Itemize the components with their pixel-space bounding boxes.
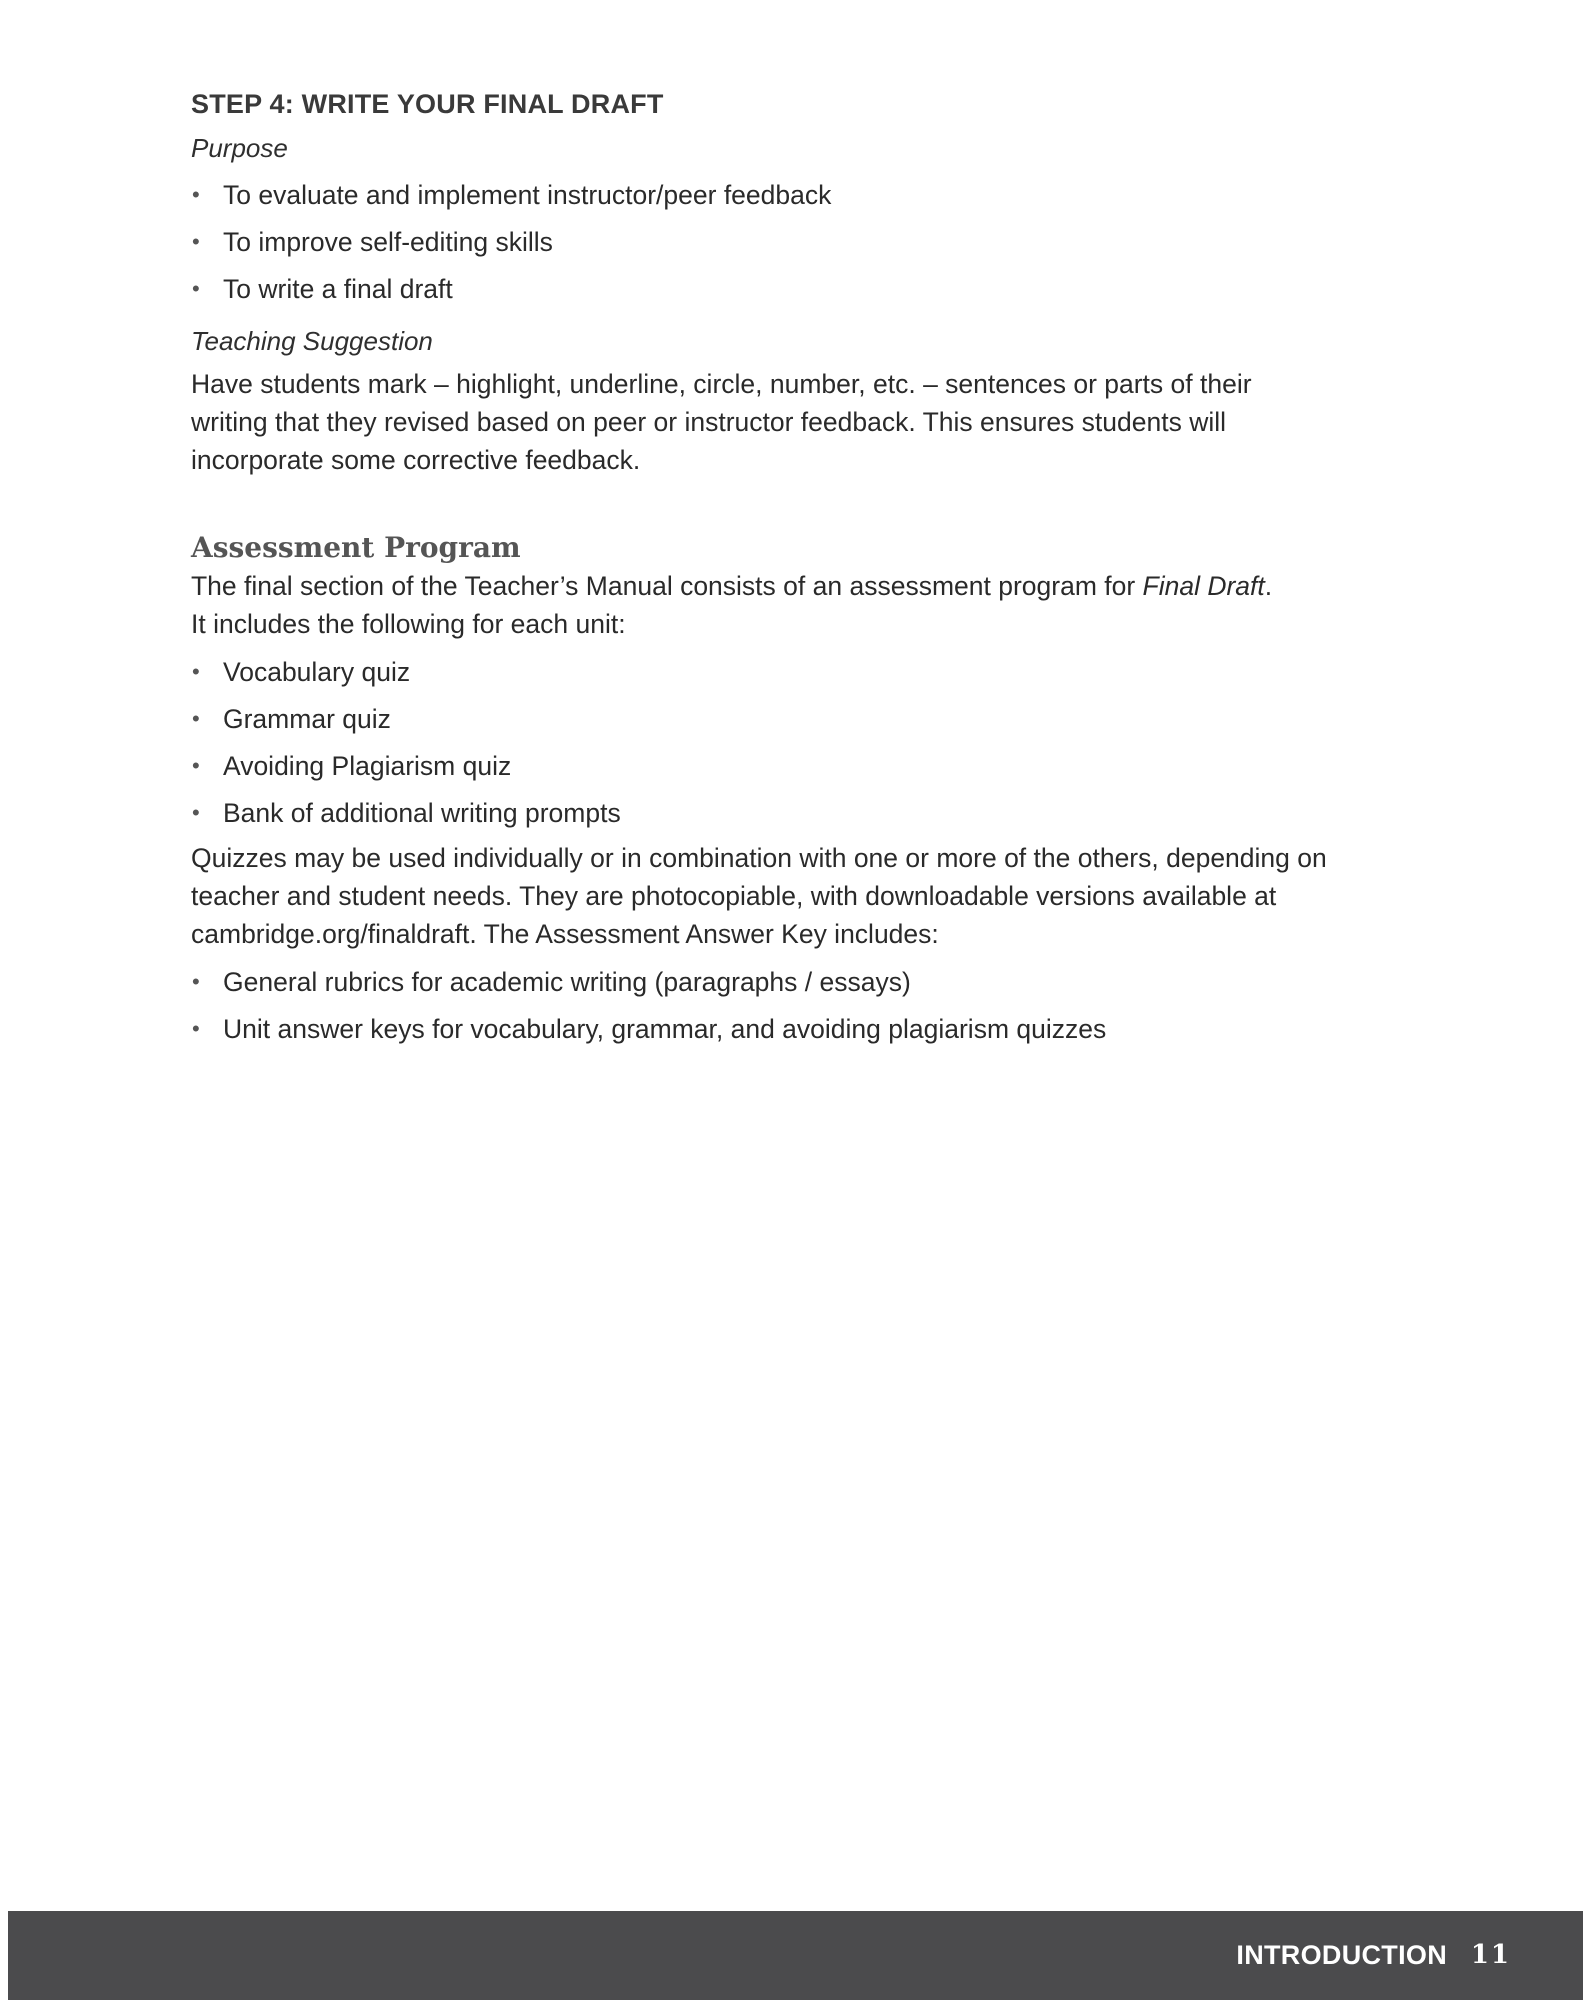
bullet-icon: • xyxy=(192,753,200,778)
list-item xyxy=(191,654,1381,690)
list-item xyxy=(191,748,1381,784)
list-item-text: General rubrics for academic writing (paragraphs / essays) xyxy=(223,967,911,997)
bullet-icon: • xyxy=(192,276,200,301)
list-item-text: Vocabulary quiz xyxy=(223,657,411,687)
bullet-icon: • xyxy=(192,659,200,684)
bullet-icon: • xyxy=(192,969,200,994)
step-4-heading: STEP 4: WRITE YOUR FINAL DRAFT xyxy=(191,89,664,119)
book-title: Final Draft xyxy=(1142,571,1265,601)
list-item-text: Grammar quiz xyxy=(223,704,391,734)
list-item xyxy=(191,964,1381,1000)
bullet-icon: • xyxy=(192,1016,200,1041)
assessment-intro-text: The final section of the Teacher’s Manual consists of an assessment program for xyxy=(191,571,1143,601)
assessment-intro-end: . xyxy=(1264,571,1273,601)
quizzes-paragraph: Quizzes may be used individually or in combination with one or more of the others, depending on teacher and student needs. They are photocopiable, with downloadable versions available at cambridge.org/finaldraft. The Assessment Answer Key includes: xyxy=(191,843,1327,949)
list-item-text: Bank of additional writing prompts xyxy=(223,798,621,828)
list-item-text: To improve self-editing skills xyxy=(223,227,553,257)
bullet-icon: • xyxy=(192,706,200,731)
bullet-icon: • xyxy=(192,182,200,207)
list-item xyxy=(191,224,1381,260)
teaching-suggestion-label: Teaching Suggestion xyxy=(191,326,433,356)
assessment-intro xyxy=(191,567,1381,643)
list-item-text: To write a final draft xyxy=(223,274,453,304)
bullet-icon: • xyxy=(192,800,200,825)
assessment-intro-line2: It includes the following for each unit: xyxy=(191,609,626,639)
purpose-list xyxy=(191,177,1381,307)
teaching-suggestion-text: Have students mark – highlight, underline, circle, number, etc. – sentences or parts of their writing that they revised based on peer or instructor feedback. This ensures students will incorporate some corrective feedback. xyxy=(191,369,1252,475)
page-content xyxy=(191,80,1381,1047)
list-item xyxy=(191,271,1381,307)
assessment-program-title: Assessment Program xyxy=(191,531,521,564)
list-item xyxy=(191,795,1381,831)
answer-key-list xyxy=(191,964,1381,1047)
list-item-text: Unit answer keys for vocabulary, grammar, and avoiding plagiarism quizzes xyxy=(223,1014,1107,1044)
page-number: 11 xyxy=(1470,1940,1511,1970)
list-item-text: To evaluate and implement instructor/peer feedback xyxy=(223,180,832,210)
purpose-label: Purpose xyxy=(191,133,288,163)
list-item xyxy=(191,177,1381,213)
list-item-text: Avoiding Plagiarism quiz xyxy=(223,751,512,781)
bullet-icon: • xyxy=(192,229,200,254)
list-item xyxy=(191,701,1381,737)
list-item xyxy=(191,1011,1381,1047)
footer-section-label: INTRODUCTION xyxy=(1236,1940,1447,1970)
assessment-list xyxy=(191,654,1381,831)
